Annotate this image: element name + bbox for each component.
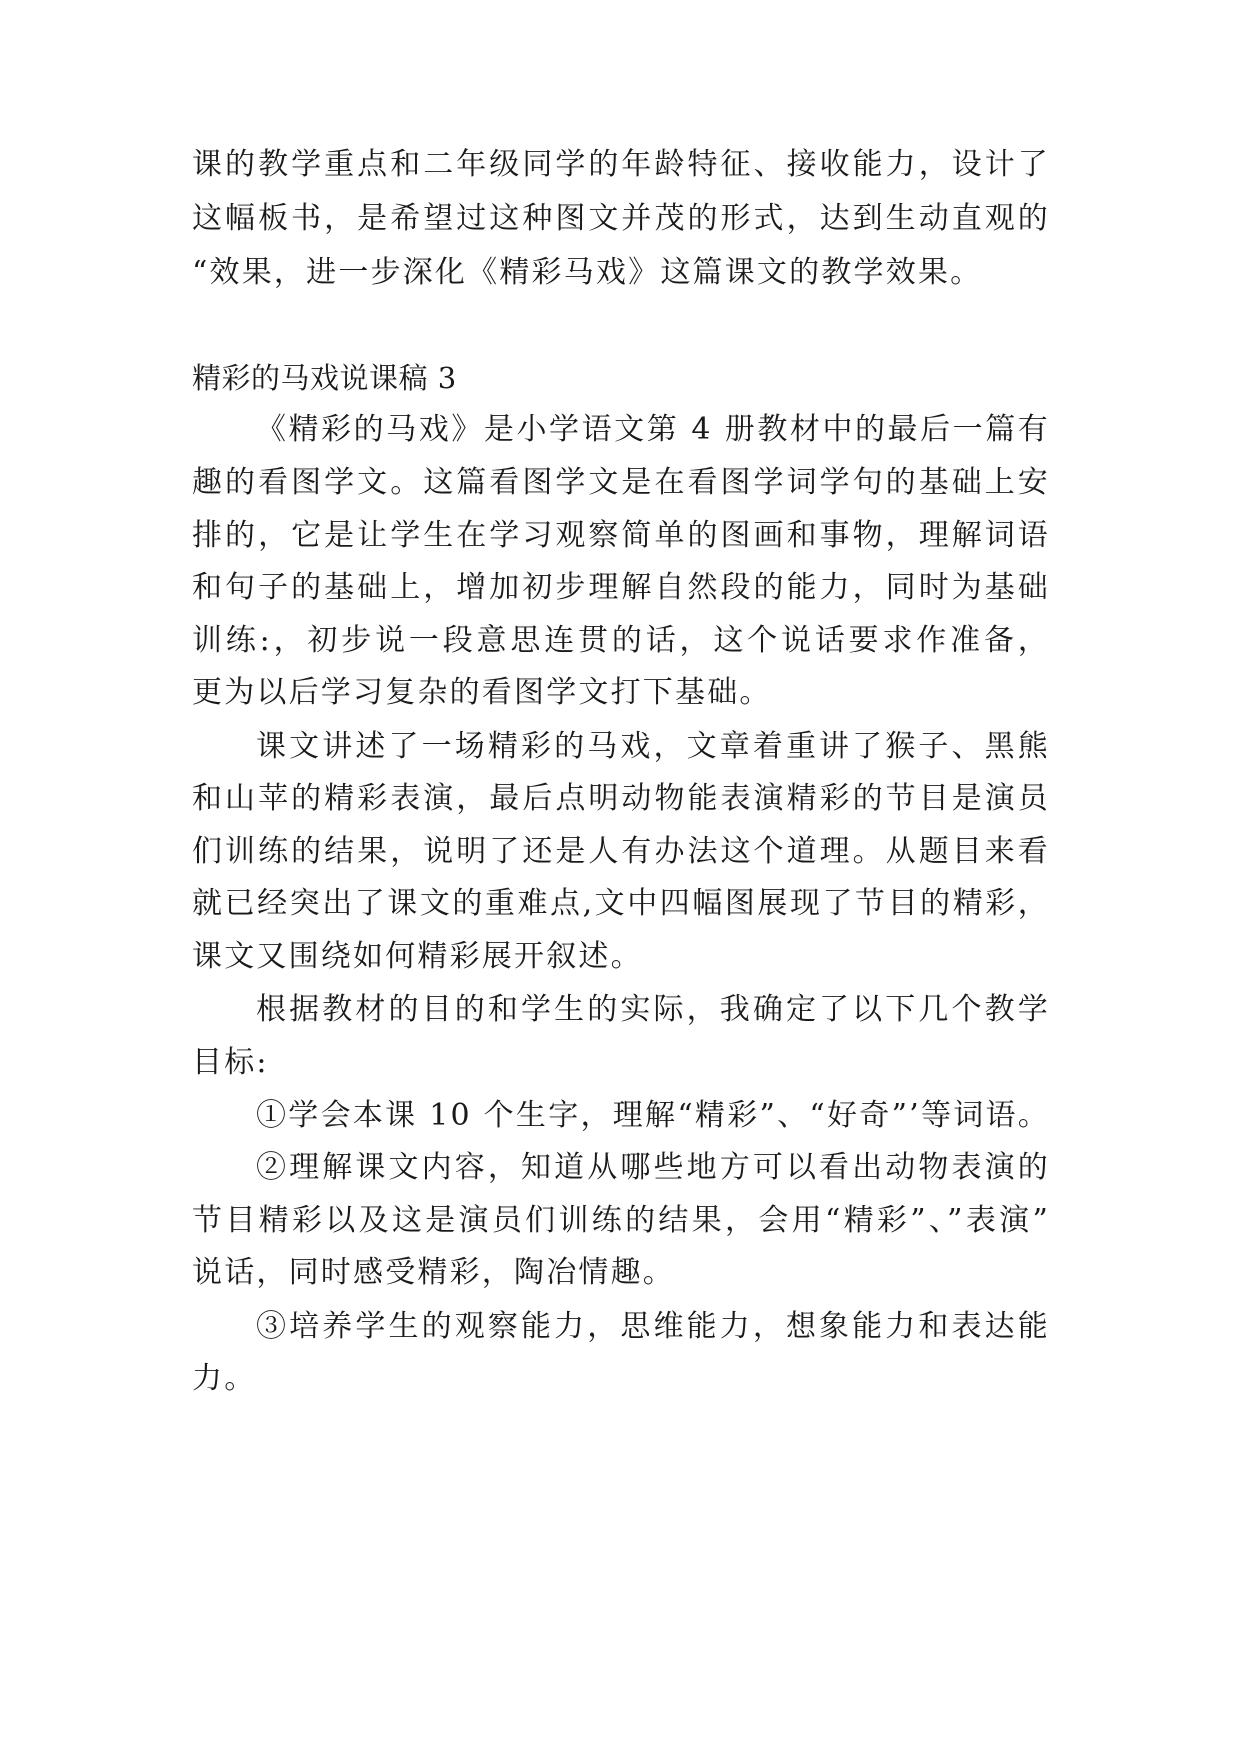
text-line: “效果，进一步深化《精彩马戏》这篇课文的教学效果。 (192, 255, 983, 290)
text-line: 和山苹的精彩表演，最后点明动物能表演精彩的节目是演员 (192, 781, 1050, 816)
list-item: ②理解课文内容，知道从哪些地方可以看出动物表演的 (256, 1150, 1050, 1185)
text-line: 课文又围绕如何精彩展开叙述。 (192, 939, 643, 974)
text-line: 课文讲述了一场精彩的马戏，文章着重讲了猴子、黑熊 (256, 729, 1050, 764)
text-line: 这幅板书，是希望过这种图文并茂的形式，达到生动直观的 (192, 201, 1050, 236)
list-item: ①学会本课 10 个生字，理解“精彩”、“好奇”’等词语。 (256, 1098, 1050, 1133)
text-line: 排的，它是让学生在学习观察简单的图画和事物，理解词语 (192, 518, 1050, 553)
text-line: 和句子的基础上，增加初步理解自然段的能力，同时为基础 (192, 570, 1050, 605)
text-line: 《精彩的马戏》是小学语文第 4 册教材中的最后一篇有 (256, 412, 1050, 447)
text-line: 就已经突出了课文的重难点,文中四幅图展现了节目的精彩， (192, 886, 1050, 921)
text-line: 力。 (192, 1361, 257, 1396)
text-line: 说话，同时感受精彩，陶冶情趣。 (192, 1255, 675, 1290)
text-line: 们训练的结果，说明了还是人有办法这个道理。从题目来看 (192, 834, 1050, 869)
text-line: 节目精彩以及这是演员们训练的结果，会用“精彩”、”表演” (192, 1203, 1050, 1238)
text-line: 目标: (192, 1045, 269, 1080)
text-line: 根据教材的目的和学生的实际，我确定了以下几个教学 (256, 992, 1050, 1027)
text-line: 训练:，初步说一段意思连贯的话，这个说话要求作准备， (192, 623, 1050, 658)
section-heading: 精彩的马戏说课稿 3 (192, 361, 457, 395)
text-line: 更为以后学习复杂的看图学文打下基础。 (192, 675, 772, 710)
list-item: ③培养学生的观察能力，思维能力，想象能力和表达能 (256, 1309, 1050, 1344)
text-line: 课的教学重点和二年级同学的年龄特征、接收能力，设计了 (192, 147, 1050, 182)
text-line: 趣的看图学文。这篇看图学文是在看图学词学句的基础上安 (192, 465, 1050, 500)
